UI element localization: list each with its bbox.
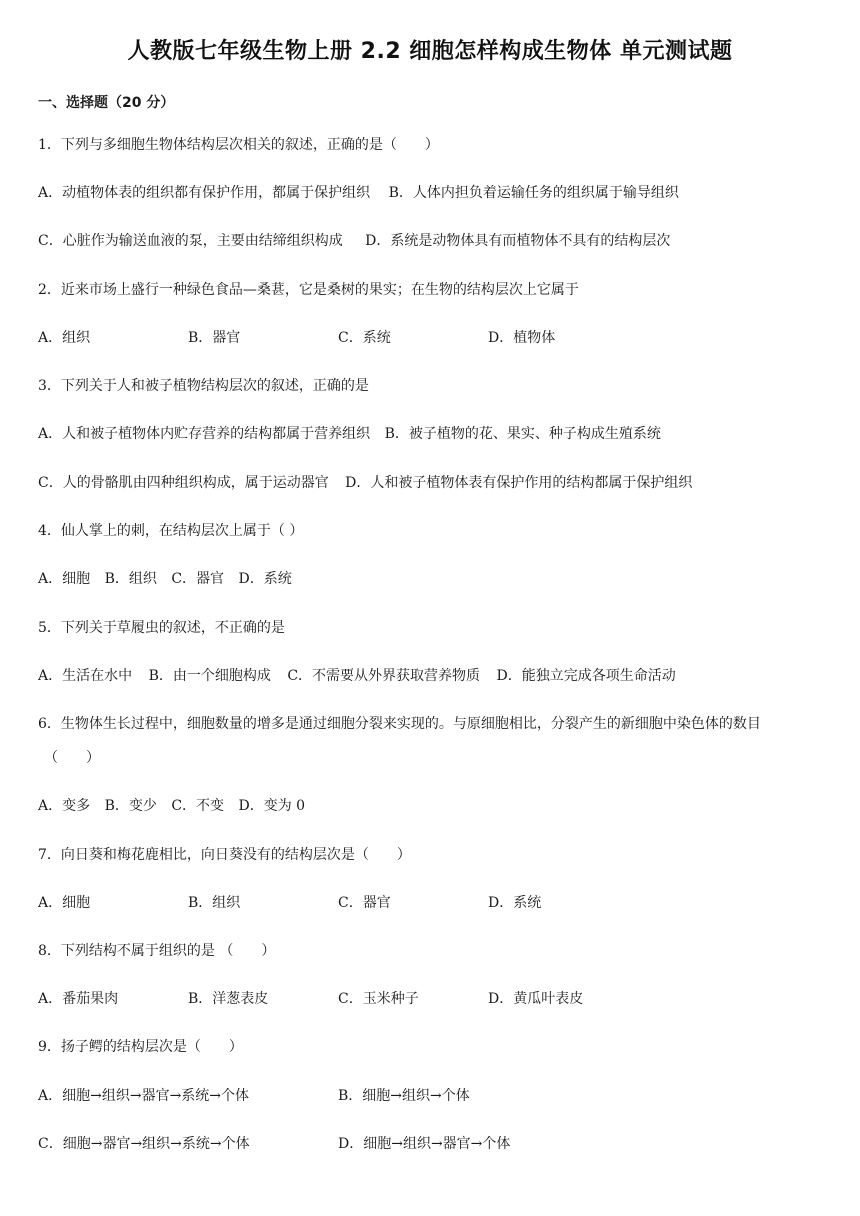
- question-2-options: [38, 329, 555, 347]
- option-a: A．细胞: [38, 571, 91, 587]
- option-c: C．玉米种子: [338, 991, 419, 1007]
- option-b: B．由一个细胞构成: [148, 668, 271, 684]
- question-3-options-row-1: [38, 425, 661, 443]
- option-d: D．系统是动物体具有而植物体不具有的结构层次: [365, 233, 671, 249]
- question-2: 2．近来市场上盛行一种绿色食品—桑葚，它是桑树的果实；在生物的结构层次上它属于: [38, 282, 579, 298]
- document-title: 人教版七年级生物上册 2.2 细胞怎样构成生物体 单元测试题: [127, 39, 733, 64]
- option-b: B．器官: [188, 330, 241, 346]
- option-b: B．被子植物的花、果实、种子构成生殖系统: [384, 426, 661, 442]
- option-d: D．细胞→组织→器官→个体: [338, 1136, 511, 1152]
- option-b: B．组织: [104, 571, 157, 587]
- option-d: D．系统: [238, 571, 292, 587]
- option-d: D．变为 0: [238, 798, 306, 814]
- option-c: C．人的骨骼肌由四种组织构成，属于运动器官: [38, 475, 329, 491]
- question-9-options-row-1: [38, 1087, 470, 1105]
- option-c: C．不变: [171, 798, 225, 814]
- question-7-options: [38, 894, 541, 912]
- question-8-options: [38, 990, 583, 1008]
- option-b: B．变少: [104, 798, 157, 814]
- option-b: B．人体内担负着运输任务的组织属于输导组织: [388, 185, 679, 201]
- question-1-options-row-2: [38, 232, 670, 250]
- option-a: A．细胞→组织→器官→系统→个体: [38, 1088, 250, 1104]
- option-a: A．人和被子植物体内贮存营养的结构都属于营养组织: [38, 426, 371, 442]
- question-6: 6．生物体生长过程中，细胞数量的增多是通过细胞分裂来实现的。与原细胞相比，分裂产生的新细胞中染色体的数目: [38, 716, 761, 732]
- option-b: B．细胞→组织→个体: [338, 1088, 470, 1104]
- option-b: B．洋葱表皮: [188, 991, 269, 1007]
- option-d: D．黄瓜叶表皮: [488, 991, 584, 1007]
- question-3: 3．下列关于人和被子植物结构层次的叙述，正确的是: [38, 378, 369, 394]
- option-b: B．组织: [188, 895, 241, 911]
- question-6-blank: （ ）: [44, 750, 100, 766]
- option-a: A．变多: [38, 798, 91, 814]
- question-8: 8．下列结构不属于组织的是 （ ）: [38, 943, 276, 959]
- option-d: D．系统: [488, 895, 542, 911]
- question-4: 4．仙人掌上的刺，在结构层次上属于（ ）: [38, 523, 304, 539]
- option-c: C．系统: [338, 330, 391, 346]
- option-c: C．细胞→器官→组织→系统→个体: [38, 1136, 250, 1152]
- option-c: C．心脏作为输送血液的泵，主要由结缔组织构成: [38, 233, 343, 249]
- option-a: A．组织: [38, 330, 91, 346]
- question-5-options: [38, 667, 676, 685]
- question-6-options: [38, 797, 305, 815]
- option-a: A．细胞: [38, 895, 91, 911]
- option-c: C．不需要从外界获取营养物质: [287, 668, 481, 684]
- option-c: C．器官: [338, 895, 391, 911]
- question-1-options-row-1: [38, 184, 679, 202]
- question-1: 1．下列与多细胞生物体结构层次相关的叙述，正确的是（ ）: [38, 137, 439, 153]
- option-c: C．器官: [171, 571, 225, 587]
- section-heading: 一、选择题（20 分）: [38, 95, 175, 111]
- question-9: 9．扬子鳄的结构层次是（ ）: [38, 1039, 243, 1055]
- option-d: D．人和被子植物体表有保护作用的结构都属于保护组织: [345, 475, 693, 491]
- question-7: 7．向日葵和梅花鹿相比，向日葵没有的结构层次是（ ）: [38, 847, 411, 863]
- option-d: D．能独立完成各项生命活动: [496, 668, 676, 684]
- option-a: A．番茄果肉: [38, 991, 119, 1007]
- option-a: A．生活在水中: [38, 668, 133, 684]
- question-4-options: [38, 570, 292, 588]
- question-3-options-row-2: [38, 474, 692, 492]
- question-5: 5．下列关于草履虫的叙述，不正确的是: [38, 620, 285, 636]
- question-9-options-row-2: [38, 1135, 510, 1153]
- option-d: D．植物体: [488, 330, 556, 346]
- option-a: A．动植物体表的组织都有保护作用，都属于保护组织: [38, 185, 371, 201]
